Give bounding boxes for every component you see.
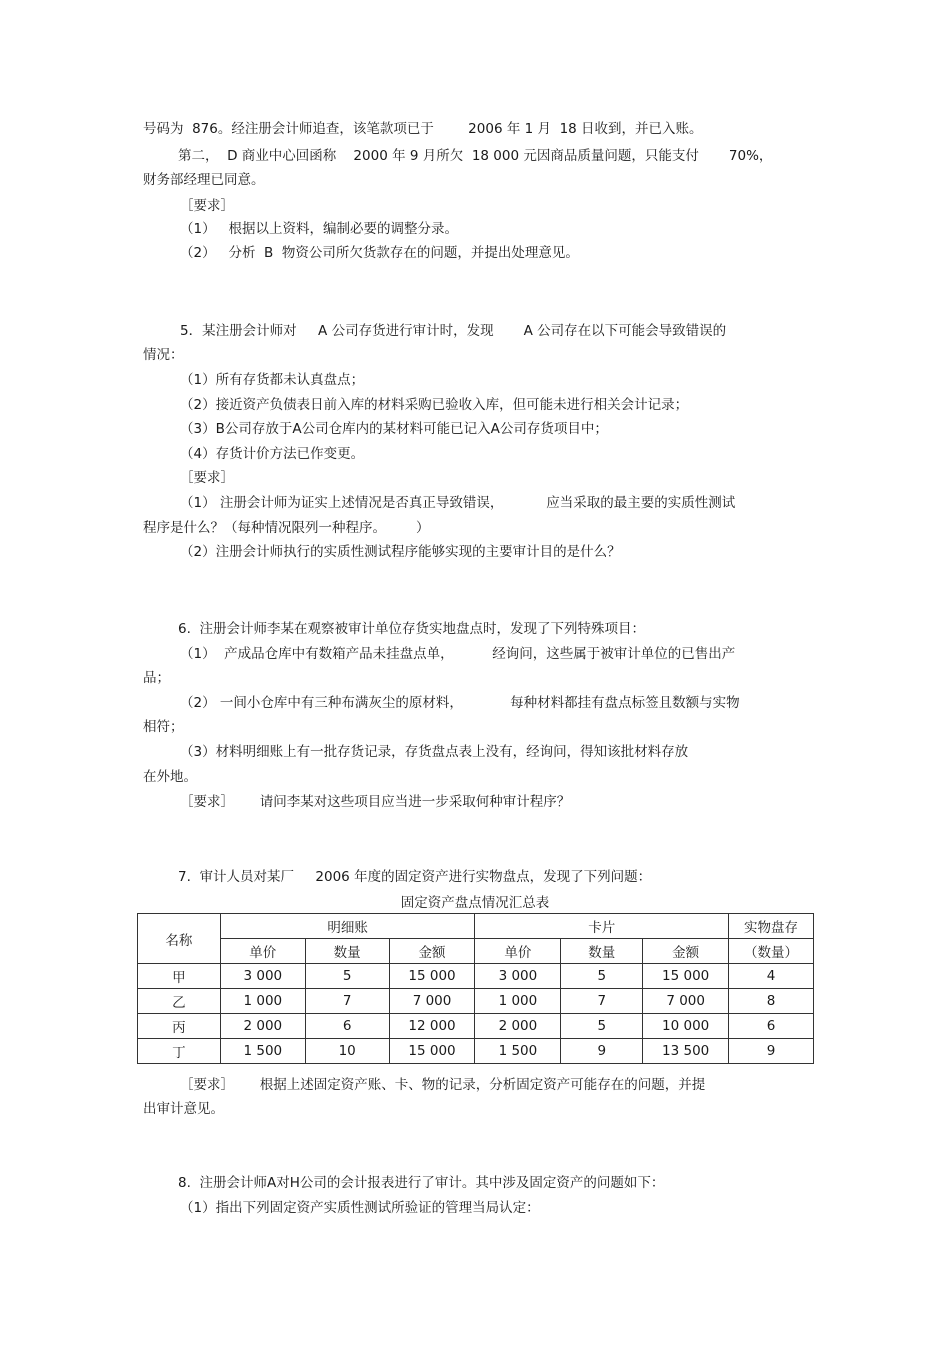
header-physical: 实物盘存 xyxy=(729,914,814,939)
table-cell: 甲 xyxy=(138,964,221,989)
table-cell: 1 000 xyxy=(475,989,561,1014)
table-cell: 5 xyxy=(561,964,643,989)
text-line: （2）接近资产负债表日前入库的材料采购已验收入库，但可能未进行相关会计记录； xyxy=(180,397,689,413)
header-card: 卡片 xyxy=(475,914,729,939)
text-line: 相符； xyxy=(143,719,184,735)
text-line: 程序是什么？（每种情况限列一种程序。 ） xyxy=(143,520,430,536)
header-physical-unit: （数量） xyxy=(729,939,814,964)
table-cell: 1 500 xyxy=(475,1039,561,1064)
text-line: （1） 产成品仓库中有数箱产品未挂盘点单， 经询问，这些属于被审计单位的已售出产 xyxy=(180,646,736,662)
table-cell: 3 000 xyxy=(220,964,305,989)
table-cell: 15 000 xyxy=(643,964,729,989)
table-cell: 2 000 xyxy=(220,1014,305,1039)
text-line: 号码为 876。经注册会计师追查，该笔款项已于 2006 年 1 月 18 日收到，并已入账。 xyxy=(143,121,703,137)
text-line: 7. 审计人员对某厂 2006 年度的固定资产进行实物盘点，发现了下列问题： xyxy=(178,869,652,885)
subheader-cell: 金额 xyxy=(643,939,729,964)
header-ledger: 明细账 xyxy=(220,914,475,939)
text-line: 在外地。 xyxy=(143,769,197,785)
table-cell: 丙 xyxy=(138,1014,221,1039)
table-row xyxy=(138,1014,814,1039)
table-cell: 9 xyxy=(561,1039,643,1064)
text-line: （1）所有存货都未认真盘点； xyxy=(180,372,365,388)
table-cell: 7 xyxy=(305,989,389,1014)
text-line: （1） 注册会计师为证实上述情况是否真正导致错误， 应当采取的最主要的实质性测试 xyxy=(180,495,736,511)
table-cell: 12 000 xyxy=(389,1014,475,1039)
table-cell: 3 000 xyxy=(475,964,561,989)
table-cell: 丁 xyxy=(138,1039,221,1064)
text-line: （1） 根据以上资料，编制必要的调整分录。 xyxy=(180,221,458,237)
table-cell: 乙 xyxy=(138,989,221,1014)
header-name: 名称 xyxy=(138,914,221,964)
text-line: （3）B公司存放于A公司仓库内的某材料可能已记入A公司存货项目中； xyxy=(180,421,608,437)
text-line: （3）材料明细账上有一批存货记录，存货盘点表上没有，经询问，得知该批材料存放 xyxy=(180,744,689,760)
subheader-cell: 数量 xyxy=(561,939,643,964)
text-line: 6. 注册会计师李某在观察被审计单位存货实地盘点时，发现了下列特殊项目： xyxy=(178,621,645,637)
table-row xyxy=(138,1039,814,1064)
text-line: ［要求］ xyxy=(180,198,234,214)
table-cell: 2 000 xyxy=(475,1014,561,1039)
table-cell: 7 000 xyxy=(389,989,475,1014)
table-cell: 5 xyxy=(561,1014,643,1039)
table-row xyxy=(138,964,814,989)
text-line: 第二， D 商业中心回函称 2000 年 9 月所欠 18 000 元因商品质量问题，只能支付 70%， xyxy=(178,148,773,164)
text-line: 财务部经理已同意。 xyxy=(143,172,265,188)
text-line: ［要求］ 根据上述固定资产账、卡、物的记录，分析固定资产可能存在的问题，并提 xyxy=(180,1077,706,1093)
text-line: 8. 注册会计师A对H公司的会计报表进行了审计。其中涉及固定资产的问题如下： xyxy=(178,1175,665,1191)
text-line: ［要求］ xyxy=(180,470,234,486)
text-line: ［要求］ 请问李某对这些项目应当进一步采取何种审计程序？ xyxy=(180,794,571,810)
table-cell: 1 000 xyxy=(220,989,305,1014)
text-line: 5．某注册会计师对 A 公司存货进行审计时，发现 A 公司存在以下可能会导致错误的 xyxy=(180,323,727,339)
table-cell: 9 xyxy=(729,1039,814,1064)
table-cell: 13 500 xyxy=(643,1039,729,1064)
table-cell: 6 xyxy=(729,1014,814,1039)
table-cell: 15 000 xyxy=(389,964,475,989)
text-line: 品； xyxy=(143,670,170,686)
text-line: （2）注册会计师执行的实质性测试程序能够实现的主要审计目的是什么？ xyxy=(180,544,621,560)
text-line: 出审计意见。 xyxy=(143,1101,224,1117)
subheader-cell: 单价 xyxy=(475,939,561,964)
table-cell: 7 xyxy=(561,989,643,1014)
text-line: （2） 分析 B 物资公司所欠货款存在的问题，并提出处理意见。 xyxy=(180,245,579,261)
table-row xyxy=(138,989,814,1014)
table-cell: 5 xyxy=(305,964,389,989)
asset-inventory-table xyxy=(137,913,814,1064)
table-cell: 4 xyxy=(729,964,814,989)
text-line: （4）存货计价方法已作变更。 xyxy=(180,446,365,462)
table-title: 固定资产盘点情况汇总表 xyxy=(400,895,550,911)
subheader-cell: 数量 xyxy=(305,939,389,964)
text-line: （1）指出下列固定资产实质性测试所验证的管理当局认定： xyxy=(180,1200,540,1216)
table-cell: 15 000 xyxy=(389,1039,475,1064)
subheader-cell: 金额 xyxy=(389,939,475,964)
text-line: （2） 一间小仓库中有三种布满灰尘的原材料， 每种材料都挂有盘点标签且数额与实物 xyxy=(180,695,740,711)
table-cell: 7 000 xyxy=(643,989,729,1014)
subheader-cell: 单价 xyxy=(220,939,305,964)
text-line: 情况： xyxy=(143,347,184,363)
table-cell: 8 xyxy=(729,989,814,1014)
table-cell: 10 000 xyxy=(643,1014,729,1039)
table-cell: 6 xyxy=(305,1014,389,1039)
table-cell: 1 500 xyxy=(220,1039,305,1064)
table-cell: 10 xyxy=(305,1039,389,1064)
